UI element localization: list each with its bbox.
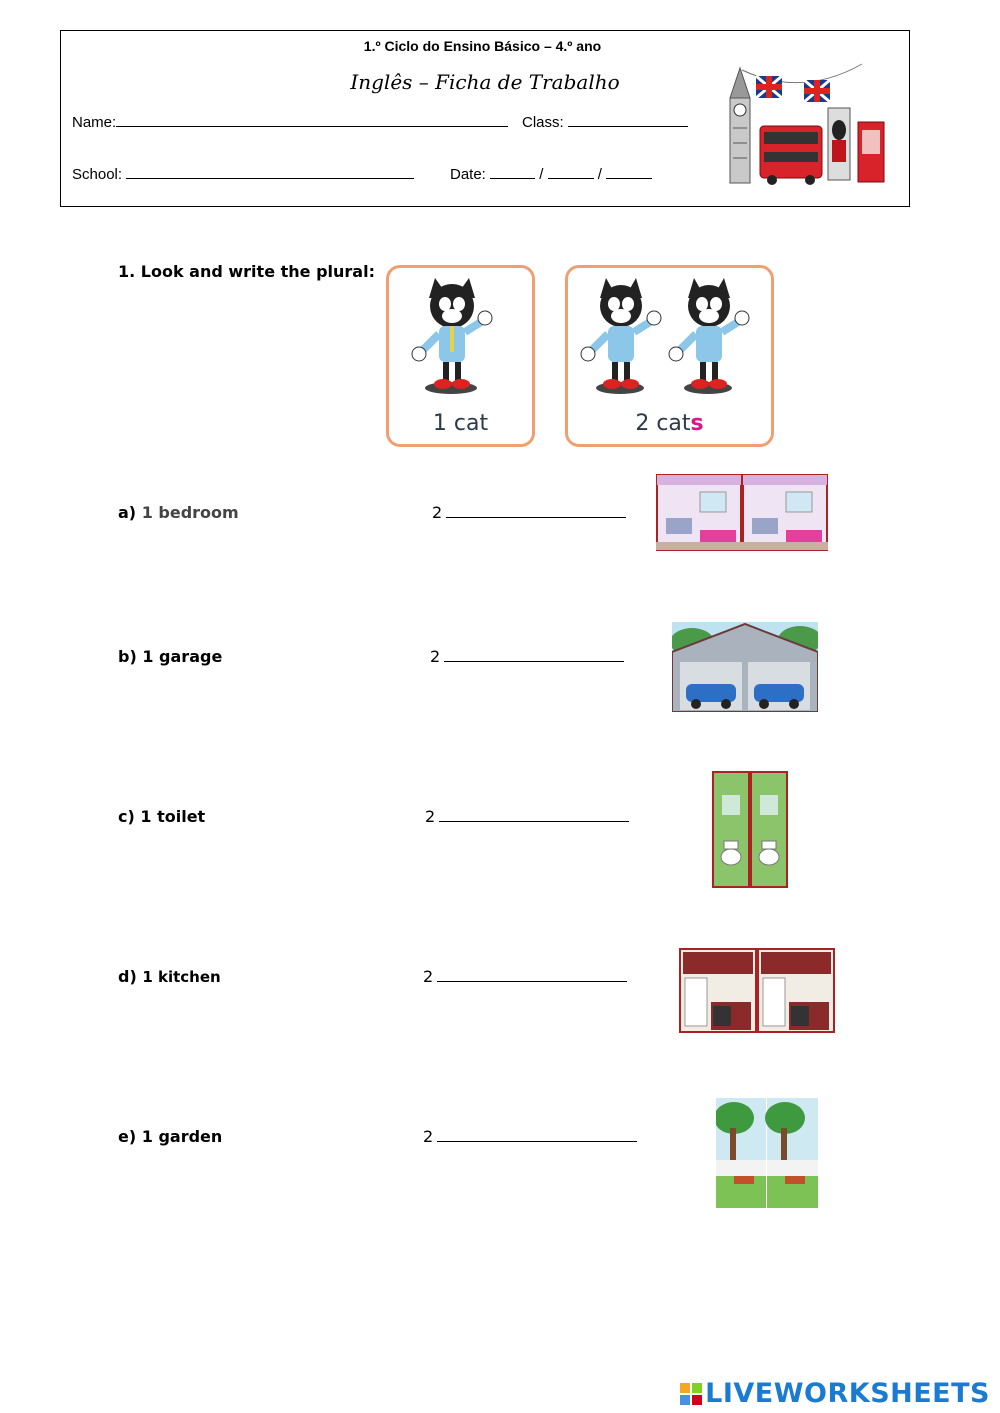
- example-card-singular: [386, 265, 535, 447]
- worksheet-title: Inglês – Ficha de Trabalho: [350, 70, 620, 94]
- liveworksheets-logo-icon: [680, 1383, 702, 1405]
- example-plural-base: 2 cat: [635, 411, 691, 436]
- item-c: [118, 807, 205, 826]
- kitchen-icon: [679, 948, 835, 1033]
- answer-b: [430, 647, 624, 666]
- example-plural-suffix: s: [690, 411, 704, 436]
- class-field: [522, 112, 688, 131]
- answer-b-line[interactable]: [444, 647, 624, 662]
- school-label: School:: [72, 166, 123, 183]
- item-letter: b): [118, 647, 137, 666]
- class-line[interactable]: [568, 112, 688, 127]
- garden-icon: [716, 1098, 818, 1208]
- liveworksheets-logo[interactable]: [680, 1378, 990, 1409]
- cat-icon: [389, 268, 532, 408]
- exercise-instruction: 1. Look and write the plural:: [118, 262, 375, 281]
- example-plural-label: [568, 411, 771, 436]
- item-d: [118, 967, 221, 986]
- answer-e-line[interactable]: [437, 1127, 637, 1142]
- toilet-icon: [712, 771, 788, 888]
- answer-e: [423, 1127, 637, 1146]
- bedroom-icon: [656, 474, 828, 551]
- school-level: 1.º Ciclo do Ensino Básico – 4.º ano: [363, 38, 602, 54]
- item-letter: d): [118, 967, 137, 986]
- school-field: [72, 164, 414, 183]
- answer-prefix: 2: [425, 807, 436, 826]
- answer-prefix: 2: [423, 1127, 434, 1146]
- date-sep: /: [539, 166, 544, 183]
- item-e: [118, 1127, 222, 1146]
- example-card-plural: [565, 265, 774, 447]
- item-word: 1 bedroom: [141, 503, 239, 522]
- date-day-line[interactable]: [490, 164, 535, 179]
- date-year-line[interactable]: [606, 164, 652, 179]
- item-letter: e): [118, 1127, 137, 1146]
- item-letter: a): [118, 503, 137, 522]
- item-a: [118, 503, 239, 522]
- item-word: 1 garage: [142, 647, 223, 666]
- answer-c: [425, 807, 629, 826]
- london-landmarks-icon: [722, 58, 890, 188]
- answer-c-line[interactable]: [439, 807, 629, 822]
- cat-icon: [568, 268, 771, 408]
- example-singular-label: 1 cat: [432, 411, 489, 436]
- answer-d-line[interactable]: [437, 967, 627, 982]
- name-label: Name:: [72, 114, 117, 131]
- name-line[interactable]: [116, 112, 508, 127]
- class-label: Class:: [522, 114, 564, 131]
- date-label: Date:: [450, 166, 486, 183]
- date-sep: /: [597, 166, 602, 183]
- answer-a: [432, 503, 626, 522]
- answer-d: [423, 967, 627, 986]
- date-month-line[interactable]: [548, 164, 594, 179]
- item-word: 1 kitchen: [142, 968, 221, 986]
- logo-text: LIVEWORKSHEETS: [705, 1378, 990, 1409]
- item-word: 1 toilet: [140, 807, 206, 826]
- school-line[interactable]: [126, 164, 414, 179]
- item-word: 1 garden: [141, 1127, 223, 1146]
- answer-prefix: 2: [430, 647, 441, 666]
- garage-icon: [672, 622, 818, 712]
- answer-a-line[interactable]: [446, 503, 626, 518]
- item-letter: c): [118, 807, 135, 826]
- date-field: [450, 164, 652, 183]
- answer-prefix: 2: [423, 967, 434, 986]
- answer-prefix: 2: [432, 503, 443, 522]
- name-field: [72, 112, 508, 131]
- item-b: [118, 647, 222, 666]
